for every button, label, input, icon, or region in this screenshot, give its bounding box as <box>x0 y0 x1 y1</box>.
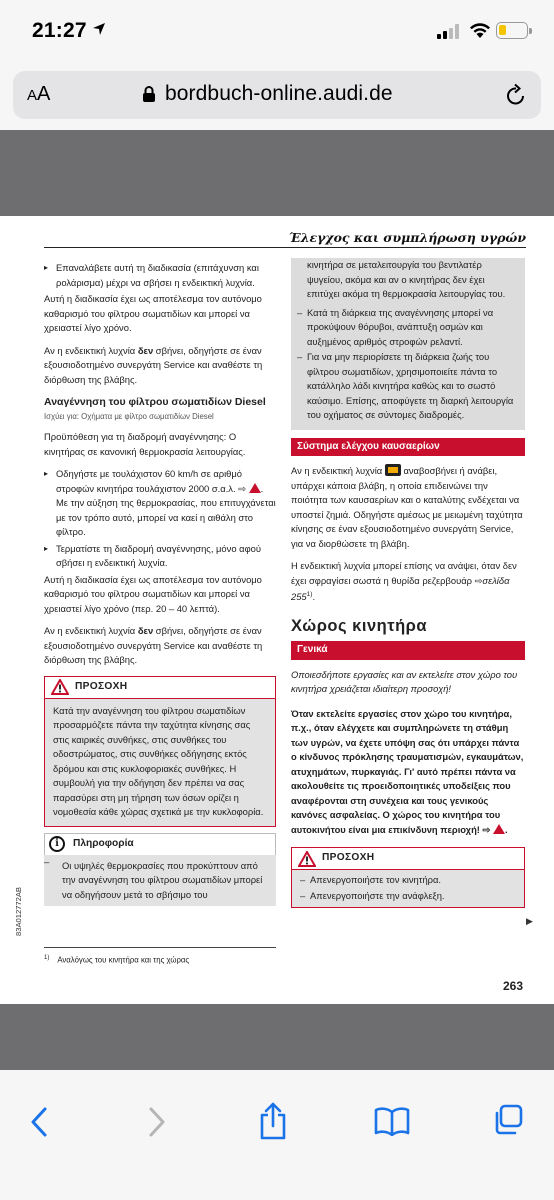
warning-title: ΠΡΟΣΟΧΗ <box>322 852 375 864</box>
footnote-rule <box>44 947 276 948</box>
header-rule <box>44 247 526 248</box>
status-bar <box>0 0 554 60</box>
section-title: Χώρος κινητήρα <box>291 616 428 635</box>
footnote: $^{1)}$ Αναλόγως του κινητήρα και της χώρας <box>44 955 190 965</box>
paragraph: Αν η ενδεικτική λυχνία δεν σβήνει, οδηγήστε σε έναν εξουσιοδοτημένο συνεργάτη Service και αναθέστε τη διόρθωση της βλάβης. <box>44 344 263 385</box>
bookmarks-icon[interactable] <box>374 1106 410 1136</box>
continue-arrow-icon: ▶ <box>526 916 533 926</box>
wifi-icon <box>468 21 492 39</box>
browser-top-chrome <box>0 0 554 130</box>
paragraph: Αν η ενδεικτική λυχνία δεν σβήνει, οδηγήστε σε έναν εξουσιοδοτημένο συνεργάτη Service και αναθέστε τη διόρθωση της βλάβης. <box>44 625 263 665</box>
reader-aa-button[interactable]: AA <box>27 83 51 105</box>
paragraph: Οποιεσδήποτε εργασίες και αν εκτελείτε στον χώρο του κινητήρα χρειάζεται ιδιαίτερη προσοχή! <box>291 668 518 695</box>
page-number: 263 <box>502 979 523 993</box>
page-header-title: Έλεγχος και συμπλήρωση υγρών <box>288 230 526 245</box>
location-arrow-icon <box>92 22 106 36</box>
share-icon[interactable] <box>258 1101 288 1141</box>
address-bar[interactable] <box>13 71 541 119</box>
warning-triangle-icon[interactable] <box>493 824 505 834</box>
status-time: 21:27 <box>32 19 87 42</box>
warning-header <box>45 677 275 699</box>
warning-triangle-icon <box>298 851 316 867</box>
back-icon[interactable] <box>28 1105 50 1139</box>
info-text: – Οι υψηλές θερμοκρασίες που προκύπτουν από την αναγέννηση του φίλτρου σωματιδίων μπορεί να οδηγήσουν μετά το σβήσιμο του <box>44 855 276 907</box>
document-code: 83A012772AB <box>14 887 23 936</box>
paragraph: Αν η ενδεικτική λυχνία αναβοσβήνει ή ανάβει, υπάρχει κάποια βλάβη, η οποία επιδεινώνει την ποιότητα των καυσαερίων και ο καταλύτης ενδέχεται να υποστεί ζημιά. Οδηγήστε αμέσως με μειωμένη ταχύτητα κίνησης σε έναν εξουσιοδοτημένο συνεργάτη Service, για να διορθώσετε τη βλάβη. <box>291 465 523 549</box>
pdf-backdrop-top <box>0 130 554 216</box>
engine-warning-lamp-icon <box>385 464 401 476</box>
left-column <box>44 261 276 907</box>
subheading: Αναγέννηση του φίλτρου σωματιδίων Diesel <box>44 396 266 408</box>
url-text[interactable]: bordbuch-online.audi.de <box>165 82 393 105</box>
paragraph: Προϋπόθεση για τη διαδρομή αναγέννησης: Ο κινητήρας σε κανονική θερμοκρασία λειτουργίας. <box>44 431 246 457</box>
right-column <box>291 261 525 914</box>
info-box <box>44 833 276 907</box>
info-continuation <box>291 258 525 430</box>
applies-note: Ισχύει για: Οχήματα με φίλτρο σωματιδίων Diesel <box>44 411 214 421</box>
warning-triangle-icon[interactable] <box>249 483 261 493</box>
info-title: Πληροφορία <box>73 837 134 849</box>
section-heading: Σύστημα ελέγχου καυσαερίων <box>291 438 525 457</box>
warning-triangle-icon <box>51 679 69 695</box>
battery-icon <box>496 22 528 39</box>
cellular-signal-icon <box>437 23 463 39</box>
tabs-icon[interactable] <box>492 1104 524 1136</box>
paragraph: Αυτή η διαδικασία έχει ως αποτέλεσμα τον αυτόνομο καθαρισμό του φίλτρου σωματιδίων και μπορεί να χρειαστεί λίγο χρόνο (περ. 20 – 40 λεπτά). <box>44 573 262 614</box>
warning-text: Κατά την αναγέννηση του φίλτρου σωματιδίων προσαρμόζετε πάντα την ταχύτητα κίνησης σας στις καιρικές συνθήκες, στις συνθήκες του οδοστρώματος, στις συνθήκες οδήγησης εκτός δρόμου και στις κυκλοφοριακές συνθήκες. Η συμβουλή για την οδήγηση δεν πρέπει να σας παρασύρει στη μη τήρηση των όσων ορίζει η νομοθεσία κάθε χώρας σχετικά με την κυκλοφορία. <box>53 704 264 817</box>
list-item: ▸ Επαναλάβετε αυτή τη διαδικασία (επιτάχυνση και ρολάρισμα) μέχρι να σβήσει η ενδεικτική λυχνία. <box>44 261 276 290</box>
list-item: – Κατά τη διάρκεια της αναγέννησης μπορεί να προκύψουν θόρυβοι, ανάπτυξη οσμών και αυξημένος αριθμός στροφών ρελαντί. <box>297 306 519 350</box>
reload-icon[interactable] <box>505 83 527 107</box>
paragraph: Αυτή η διαδικασία έχει ως αποτέλεσμα τον αυτόνομο καθαρισμό του φίλτρου σωματιδίων και μπορεί να χρειαστεί λίγο χρόνο. <box>44 293 262 333</box>
page-reference-link[interactable]: σελίδα 255 <box>291 574 510 603</box>
list-item: ▸ Τερματίστε τη διαδρομή αναγέννησης, μόνο αφού σβήσει η ενδεικτική λυχνία. <box>44 542 276 571</box>
list-item: – Απενεργοποιήστε την ανάφλεξη. <box>300 889 516 904</box>
list-item: – Για να μην περιορίσετε τη διάρκεια ζωής του φίλτρου σωματιδίων, χρησιμοποιείτε πάντα το κατάλληλο λάδι κινητήρα καθώς και το σωστό καύσιμο. Επίσης, αποφύγετε τη διαρκή λειτουργία του οχήματος σε σύντομες διαδρομές. <box>297 350 519 423</box>
pdf-backdrop-bottom <box>0 1004 554 1070</box>
warning-title: ΠΡΟΣΟΧΗ <box>75 680 128 692</box>
manual-page <box>0 216 554 1004</box>
list-item: – Απενεργοποιήστε τον κινητήρα. <box>300 873 516 888</box>
warning-box <box>44 676 276 827</box>
paragraph: Η ενδεικτική λυχνία μπορεί επίσης να ανάψει, όταν δεν έχει σφραγίσει σωστά η θυρίδα ρεζερβουάρ ⇨σελίδα 255$^{1)}$. <box>291 560 517 603</box>
section-heading: Γενικά <box>291 641 525 660</box>
list-item: ▸ Οδηγήστε με τουλάχιστον 60 km/h σε αριθμό στροφών κινητήρα τουλάχιστον 2000 σ.α.λ. ⇨ . Με την αύξηση της θερμοκρασίας, που επιτυγχάνεται με τον τρόπο αυτό, μπορεί να καεί η αιθάλη στο φίλτρο. <box>44 467 276 540</box>
info-icon: i <box>49 836 65 852</box>
warning-header <box>292 848 524 870</box>
paragraph: Όταν εκτελείτε εργασίες στον χώρο του κινητήρα, π.χ., όταν ελέγχετε και συμπληρώνετε τη στάθμη των υγρών, να έχετε υπόψη σας ότι υπάρχει πάντα ο κίνδυνος πρόκλησης τραυματισμών, εγκαυμάτων, ατυχημάτων, πυρκαγιάς. Γι' αυτό πρέπει πάντα να ακολουθείτε τις προειδοποιητικές υποδείξεις που αναφέρονται στη συνέχεια και τους γενικούς κανόνες ασφαλείας. Ο χώρος του κινητήρα του αυτοκινήτου είναι μια επικίνδυνη περιοχή! ⇨ . <box>291 707 524 835</box>
forward-icon[interactable] <box>146 1105 168 1139</box>
browser-toolbar <box>0 1070 554 1200</box>
lock-icon <box>142 85 156 103</box>
warning-box <box>291 847 525 908</box>
info-header <box>44 833 276 855</box>
paragraph: κινητήρα σε μεταλειτουργία του βεντιλατέρ ψυγείου, ακόμα και αν ο κινητήρας δεν έχει επιτύχει ακόμα τη θερμοκρασία λειτουργίας του. <box>307 259 506 299</box>
